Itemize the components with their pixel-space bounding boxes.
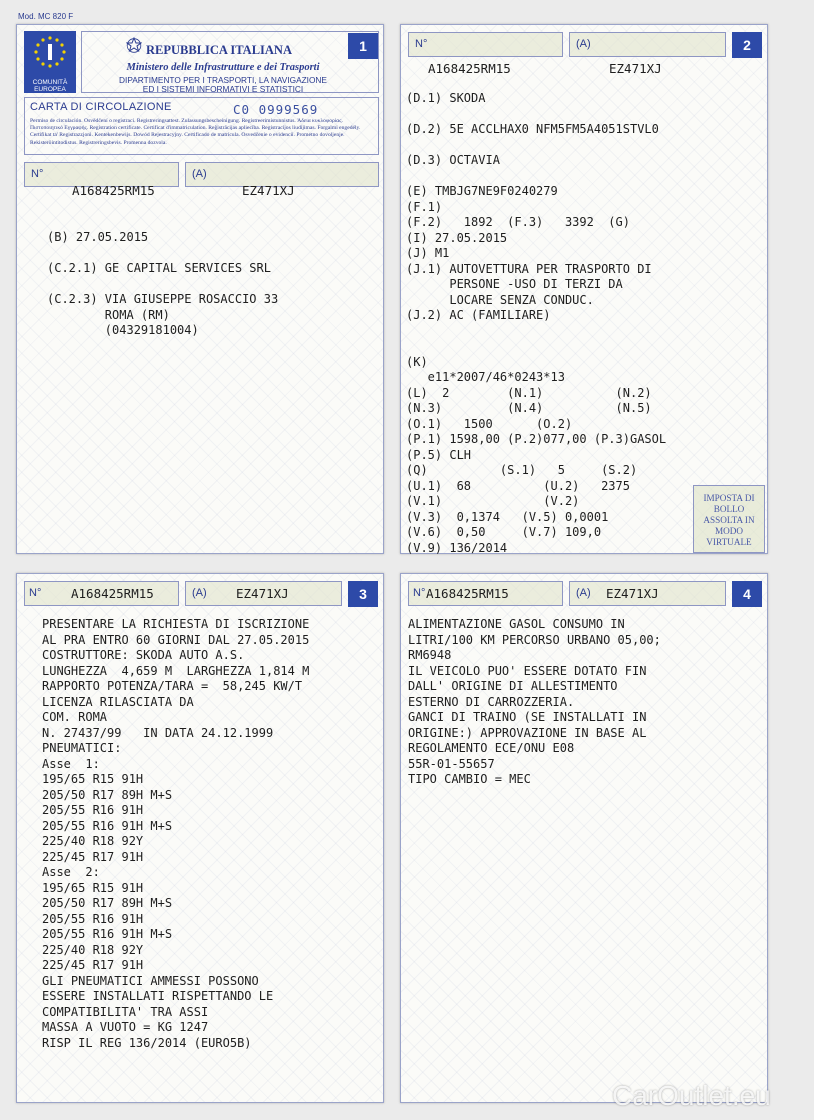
plate-label: (A) xyxy=(576,38,591,50)
department-line-2: ED I SISTEMI INFORMATIVI E STATISTICI xyxy=(142,84,304,94)
page-number-2: 2 xyxy=(732,32,762,58)
permit-multilingual-text: Permiso de circulación. Osvědčení o registraci. Registreringsattest. Zulassungsbescheinigung. Registreerimistunnistus. Άδεια κυκλοφορίας. Πιστοποιητικό Εγγραφής. Registration certificate. Certificat d'immatriculation. Reģistrācijas apliecība. Registracijos liudijimas. Forgalmi engedély. Certifikat ta' Registrazzjoni. Kentekenbewijs. Dowód Rejestracyjny. Certificado de matrícula. Osvedčenie o evidencii. Prometno dovoljenje. Rekisteröintitodistus. Registreringsbevis. Promenna dozvola. xyxy=(30,118,361,146)
reg-no-label: N° xyxy=(31,168,44,180)
italian-emblem-icon xyxy=(126,37,142,54)
department-text xyxy=(98,76,348,94)
republic-box xyxy=(81,31,379,93)
ministry-title: Ministero delle Infrastrutture e dei Trasporti xyxy=(126,62,320,73)
doc-type-label: CARTA DI CIRCOLAZIONE xyxy=(30,101,172,113)
reg-no-label: N° xyxy=(29,587,42,599)
republic-title: REPUBBLICA ITALIANA xyxy=(146,43,292,57)
plate-value: EZ471XJ xyxy=(606,586,659,601)
eu-stars-icon xyxy=(24,31,76,79)
reg-no-label: N° xyxy=(415,38,428,50)
field-c21: (C.2.1) GE CAPITAL SERVICES SRL xyxy=(47,261,271,275)
notes-text: ALIMENTAZIONE GASOL CONSUMO IN LITRI/100 KM PERCORSO URBANO 05,00; RM6948 IL VEICOLO PUO' ESSERE DOTATO FIN DALL' ORIGINE DI ALLESTIMENTO ESTERNO DI CARROZZERIA. GANCI DI TRAINO (SE INSTALLATI IN ORIGINE:) APPROVAZIONE IN BASE AL REGOLAMENTO ECE/ONU E08 55R-01-55657 TIPO CAMBIO = MEC xyxy=(408,617,661,786)
eu-caption: COMUNITÀ EUROPEA xyxy=(32,79,68,93)
department-line-1: DIPARTIMENTO PER I TRASPORTI, LA NAVIGAZIONE xyxy=(119,75,327,85)
vehicle-data-text: (D.1) SKODA (D.2) 5E ACCLHAX0 NFM5FM5A4051STVL0 (D.3) OCTAVIA (E) TMBJG7NE9F0240279 (F.1) (F.2) 1892 (F.3) 3392 (G) (I) 27.05.2015 (J) M1 (J.1) AUTOVETTURA PER TRASPORTO DI PERSONE -USO DI TERZI DA LOCARE SENZA CONDUC. (J.2) AC (FAMILIARE) (K) e11*2007/46*0243*13 (L) 2 (N.1) (N.2) (N.3) (N.4) (N.5) (O.1) 1500 (O.2) (P.1) 1598,00 (P.2)077,00 (P.3)GASOL (P.5) CLH (Q) (S.1) 5 (S.2) (U.1) 68 (U.2) 2375 (V.1) (V.2) (V.3) 0,1374 (V.5) 0,0001 (V.6) 0,50 (V.7) 109,0 (V.9) 136/2014 xyxy=(406,91,667,555)
page-4 xyxy=(400,573,768,1103)
field-c23: (C.2.3) VIA GIUSEPPE ROSACCIO 33 ROMA (RM) (04329181004) xyxy=(47,292,279,337)
page-number-3: 3 xyxy=(348,581,378,607)
reg-no-value: A168425RM15 xyxy=(428,61,511,76)
certificate-box xyxy=(24,97,379,155)
reg-no-value: A168425RM15 xyxy=(426,586,509,601)
page-number-4: 4 xyxy=(732,581,762,607)
reg-no-label: N° xyxy=(413,587,426,599)
notes-text: PRESENTARE LA RICHIESTA DI ISCRIZIONE AL PRA ENTRO 60 GIORNI DAL 27.05.2015 COSTRUTTORE: SKODA AUTO A.S. LUNGHEZZA 4,659 M LARGHEZZA 1,814 M RAPPORTO POTENZA/TARA = 58,245 KW/T LICENZA RILASCIATA DA COM. ROMA N. 27437/99 IN DATA 24.12.1999 PNEUMATICI: Asse 1: 195/65 R15 91H 205/50 R17 89H M+S 205/55 R16 91H 205/55 R16 91H M+S 225/40 R18 92Y 225/45 R17 91H Asse 2: 195/65 R15 91H 205/50 R17 89H M+S 205/55 R16 91H 205/55 R16 91H M+S 225/40 R18 92Y 225/45 R17 91H GLI PNEUMATICI AMMESSI POSSONO ESSERE INSTALLATI RISPETTANDO LE COMPATIBILITA' TRA ASSI MASSA A VUOTO = KG 1247 RISP IL REG 136/2014 (EURO5B) xyxy=(42,617,310,1050)
plate-label: (A) xyxy=(192,168,207,180)
serial-number: C0 0999569 xyxy=(233,102,319,117)
plate-label: (A) xyxy=(192,587,207,599)
plate-value: EZ471XJ xyxy=(242,183,295,198)
stamp-duty-box: IMPOSTA DI BOLLO ASSOLTA IN MODO VIRTUALE xyxy=(693,485,765,553)
plate-value: EZ471XJ xyxy=(236,586,289,601)
page-2 xyxy=(400,24,768,554)
reg-no-box xyxy=(408,32,563,57)
page-number-1: 1 xyxy=(348,33,378,59)
page-3 xyxy=(16,573,384,1103)
plate-label: (A) xyxy=(576,587,591,599)
reg-no-value: A168425RM15 xyxy=(71,586,154,601)
reg-no-value: A168425RM15 xyxy=(72,183,155,198)
eu-flag-icon xyxy=(24,31,76,93)
form-model-label: Mod. MC 820 F xyxy=(18,12,74,21)
plate-box xyxy=(569,32,726,57)
page-1 xyxy=(16,24,384,554)
plate-value: EZ471XJ xyxy=(609,61,662,76)
watermark: CarOutlet.eu xyxy=(612,1080,771,1111)
field-b: (B) 27.05.2015 xyxy=(47,230,149,244)
